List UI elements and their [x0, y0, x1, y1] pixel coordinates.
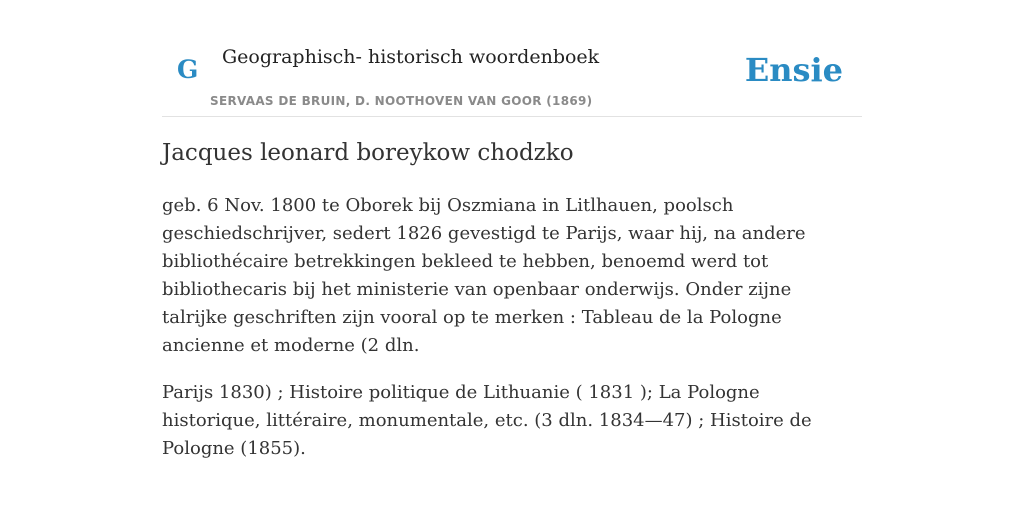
entry-title: Jacques leonard boreykow chodzko: [162, 140, 574, 166]
ensie-logo[interactable]: Ensie: [744, 51, 843, 89]
book-letter-link[interactable]: G: [177, 55, 199, 84]
page-header: [162, 0, 862, 117]
entry-paragraph: Parijs 1830) ; Histoire politique de Lithuanie ( 1831 ); La Pologne historique, littéraire, monumentale, etc. (3 dln. 1834—47) ; Histoire de Pologne (1855).: [162, 382, 812, 459]
entry-body: [162, 192, 862, 482]
book-authors: SERVAAS DE BRUIN, D. NOOTHOVEN VAN GOOR (1869): [210, 94, 593, 108]
entry-paragraph: geb. 6 Nov. 1800 te Oborek bij Oszmiana in Litlhauen, poolsch geschiedschrijver, sedert 1826 gevestigd te Parijs, waar hij, na andere bibliothécaire betrekkingen bekleed te hebben, benoemd werd tot bibliothecaris bij het ministerie van openbaar onderwijs. Onder zijne talrijke geschriften zijn vooral op te merken : Tableau de la Pologne ancienne et moderne (2 dln.: [162, 195, 806, 356]
book-title-link[interactable]: Geographisch- historisch woordenboek: [222, 46, 600, 68]
